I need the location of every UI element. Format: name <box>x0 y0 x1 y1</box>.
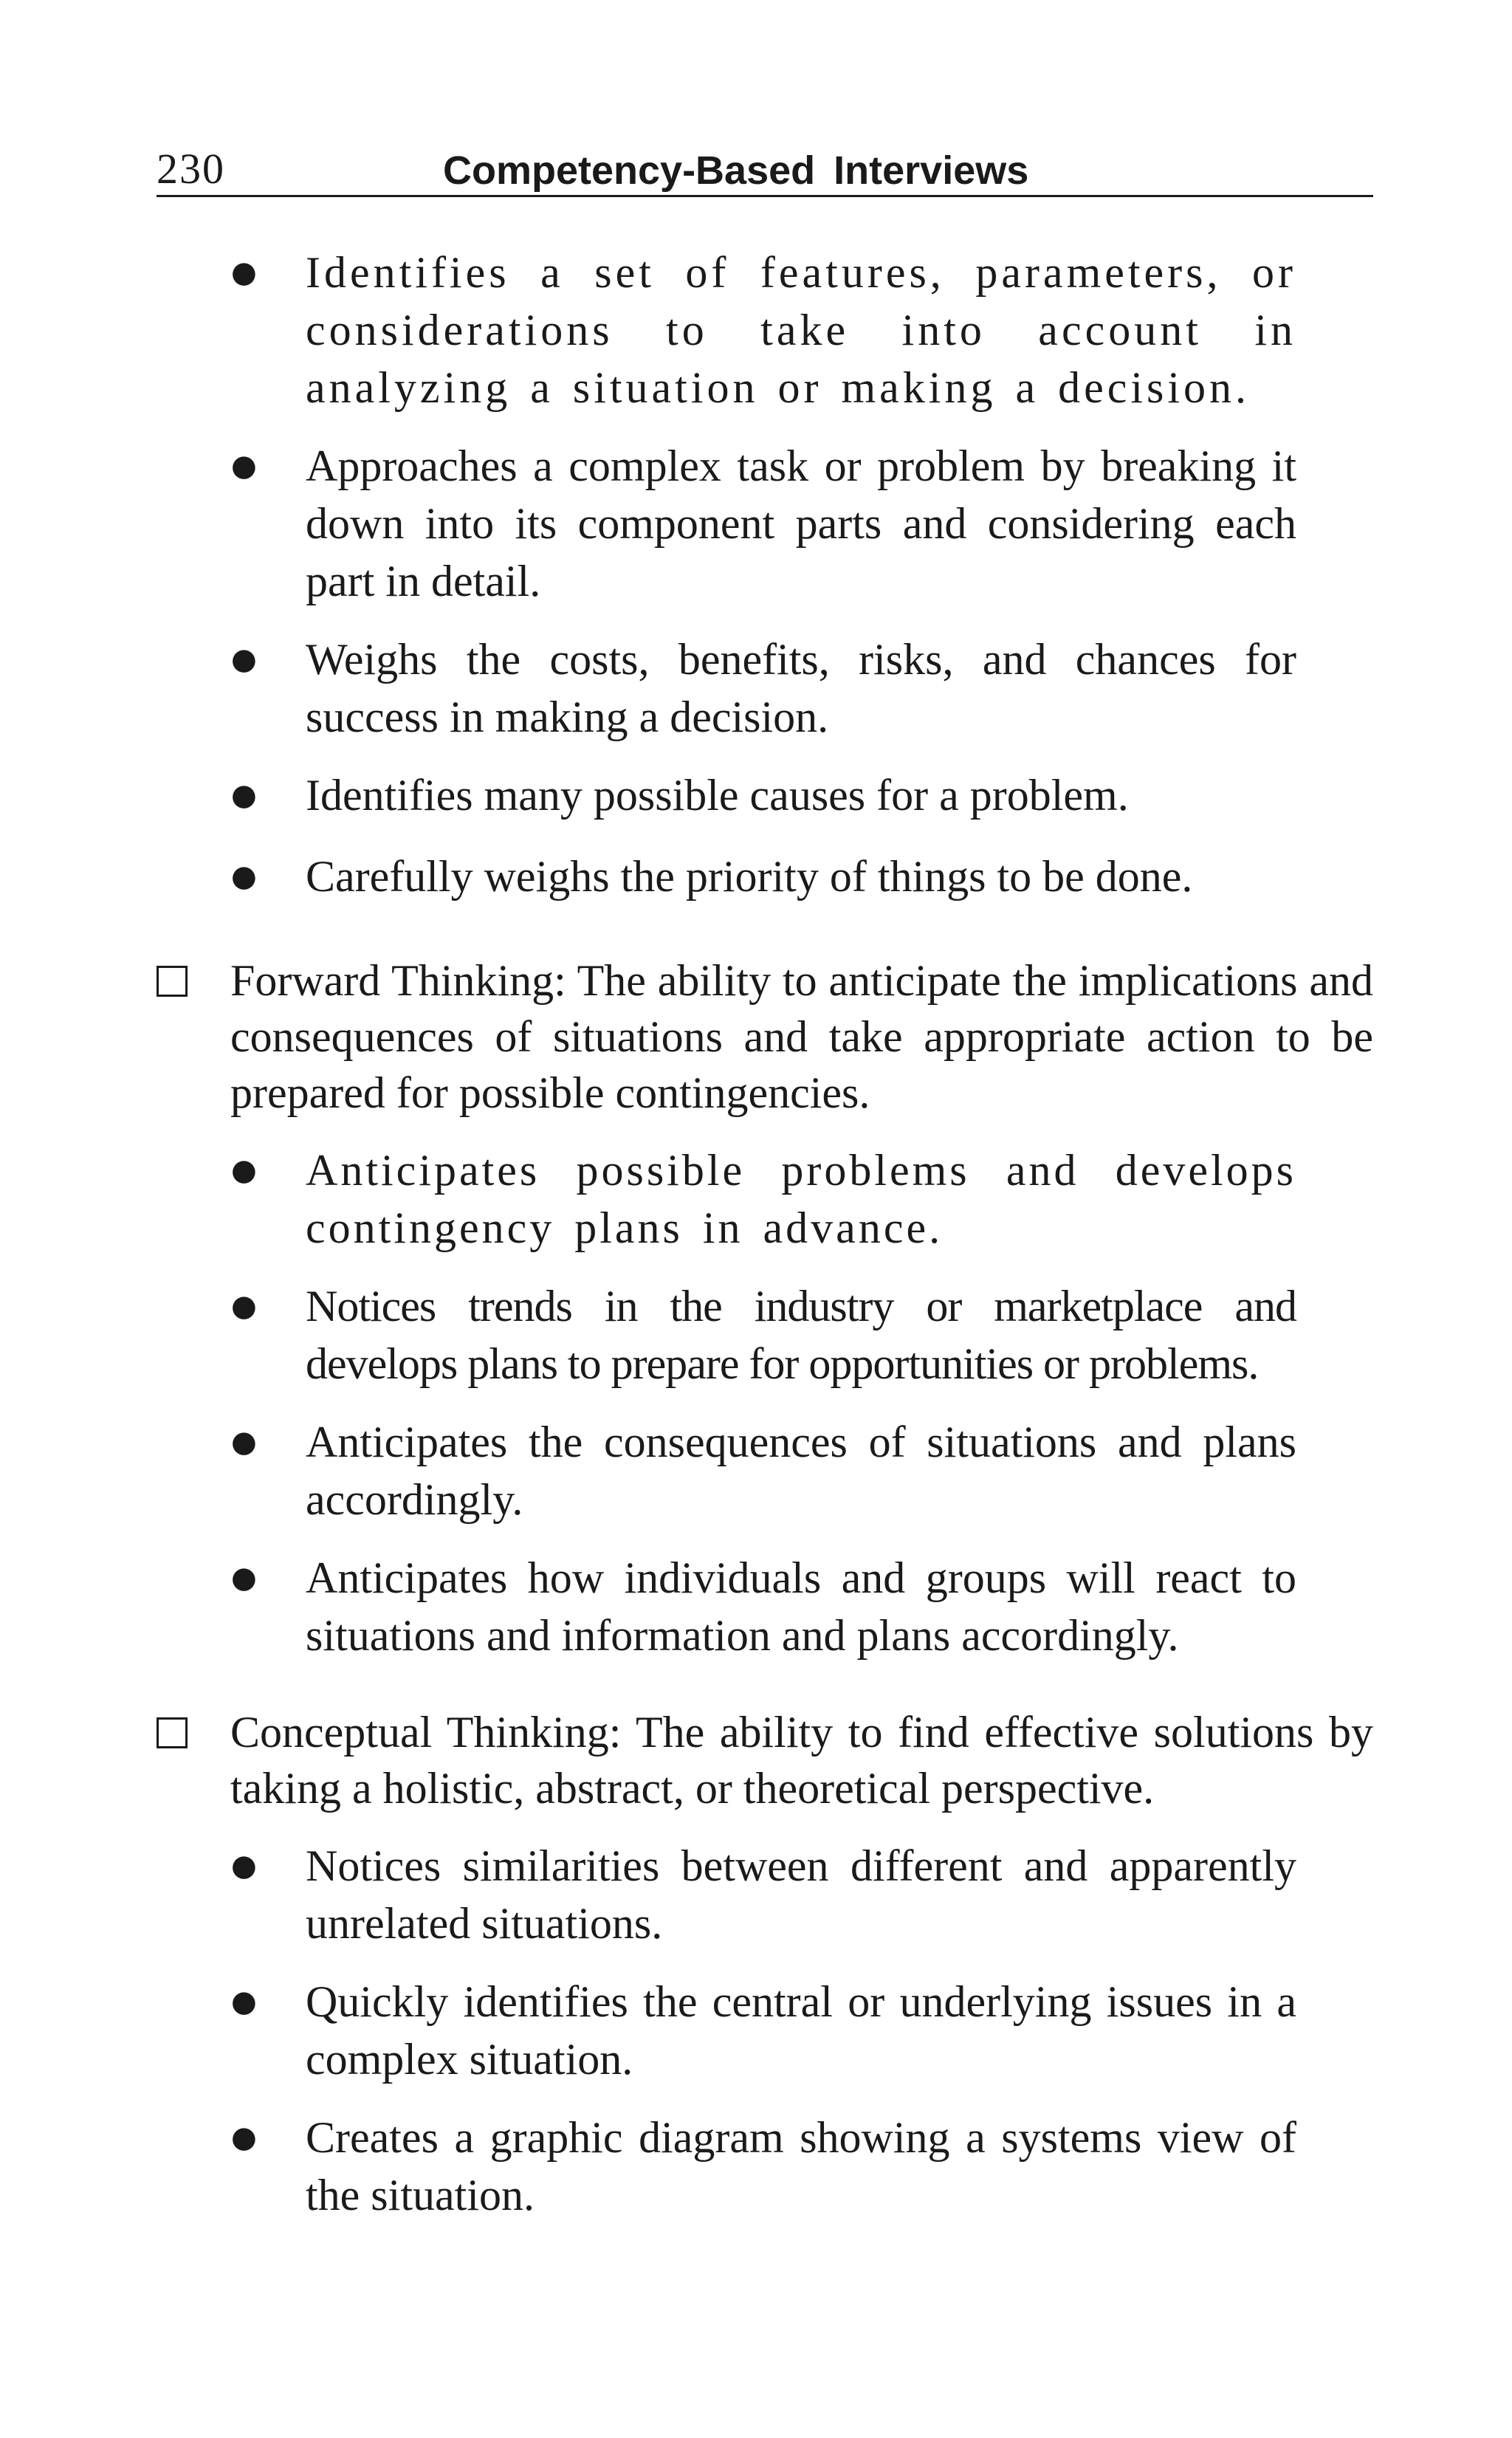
bullet-text: Identifies many possible causes for a problem. <box>306 771 1129 820</box>
bullet-text: Identifies a set of features, parameters, or considerations to take into account in analyzing a situation or making a decision. <box>306 248 1296 412</box>
list-item <box>0 1973 1296 2088</box>
checkbox-icon[interactable] <box>157 966 188 997</box>
bullet-icon: ● <box>231 255 257 289</box>
bullet-text: Creates a graphic diagram showing a systems view of the situation. <box>306 2113 1296 2219</box>
page-header <box>157 142 1373 197</box>
bullet-text: Carefully weighs the priority of things to be done. <box>306 852 1193 901</box>
bullet-text: Notices similarities between different and apparently unrelated situations. <box>306 1841 1296 1948</box>
list-item <box>0 244 1296 416</box>
bullet-text: Notices trends in the industry or marketplace and develops plans to prepare for opportunities or problems. <box>306 1282 1296 1388</box>
intro-bullet-list <box>0 244 1296 905</box>
list-item <box>0 766 1296 824</box>
bullet-icon: ● <box>231 859 257 893</box>
bullet-icon: ● <box>231 1289 257 1323</box>
competency-bullet-list <box>0 1141 1373 1664</box>
competency-bullet-list <box>0 1837 1373 2224</box>
bullet-icon: ● <box>231 2121 257 2154</box>
checkbox-icon[interactable] <box>157 1717 188 1748</box>
bullet-icon: ● <box>231 1561 257 1595</box>
bullet-icon: ● <box>231 1425 257 1459</box>
list-item <box>0 1837 1296 1952</box>
bullet-icon: ● <box>231 1153 257 1187</box>
bullet-icon: ● <box>231 778 257 812</box>
competency-conceptual-thinking <box>0 1704 1373 2224</box>
bullet-text: Weighs the costs, benefits, risks, and chances for success in making a decision. <box>306 635 1296 741</box>
competency-forward-thinking <box>0 952 1373 1664</box>
bullet-text: Anticipates the consequences of situations and plans accordingly. <box>306 1418 1296 1524</box>
bullet-icon: ● <box>231 642 257 676</box>
list-item <box>0 631 1296 746</box>
list-item <box>0 2109 1296 2224</box>
competency-text: Conceptual Thinking: The ability to find effective solutions by taking a holistic, abstract, or theoretical perspective. <box>230 1708 1373 1813</box>
list-item <box>0 848 1296 905</box>
competency-text: Forward Thinking: The ability to anticipate the implications and consequences of situations and take appropriate action to be prepared for possible contingencies. <box>230 956 1373 1117</box>
bullet-icon: ● <box>231 1985 257 2019</box>
bullet-text: Anticipates how individuals and groups will react to situations and information and plans accordingly. <box>306 1553 1296 1660</box>
bullet-icon: ● <box>231 1849 257 1883</box>
list-item <box>0 437 1296 610</box>
running-head: Competency-Based Interviews <box>443 148 1029 193</box>
competency-heading <box>0 952 1373 1121</box>
list-item <box>0 1549 1296 1664</box>
page-number: 230 <box>157 145 225 193</box>
competency-heading <box>0 1704 1373 1816</box>
bullet-text: Quickly identifies the central or underlying issues in a complex situation. <box>306 1977 1296 2084</box>
list-item <box>0 1413 1296 1528</box>
bullet-text: Anticipates possible problems and develops contingency plans in advance. <box>306 1146 1296 1252</box>
list-item <box>0 1141 1296 1257</box>
bullet-icon: ● <box>231 449 257 483</box>
bullet-text: Approaches a complex task or problem by breaking it down into its component parts and considering each part in detail. <box>306 442 1296 605</box>
list-item <box>0 1277 1296 1393</box>
